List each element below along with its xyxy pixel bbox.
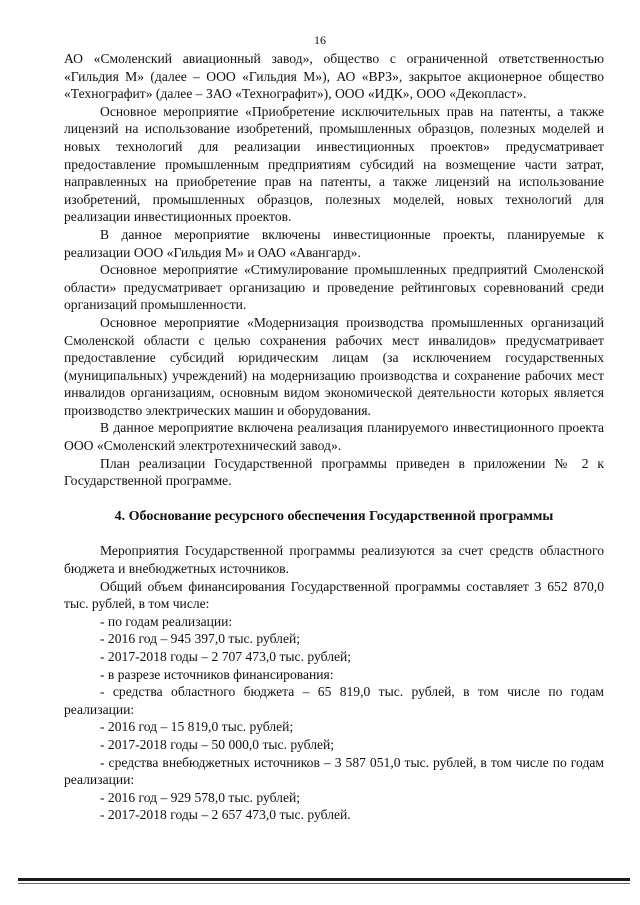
paragraph-continuation: АО «Смоленский авиационный завод», общество с ограниченной ответственностью «Гильдия М» (далее – ООО «Гильдия М»), АО «ВРЗ», закрытое акционерное общество «Технографит» (далее – ЗАО «Технографит»), ООО «ИДК», ООО «Декопласт».: [64, 51, 604, 102]
list-item: - 2016 год – 15 819,0 тыс. рублей;: [100, 719, 294, 735]
paragraph: Основное мероприятие «Приобретение исключительных прав на патенты, а также лицензий на использование изобретений, промышленных образцов, полезных моделей и новых технологий для реализации инвестиционных проектов» предусматривает предоставление промышленным предприятиям субсидий на возмещение части затрат, направленных на приобретение прав на патенты, а также лицензий на использование изобретений, промышленных образцов, полезных моделей, новых технологий для реализации инвестиционных проектов.: [64, 103, 604, 225]
paragraph: Общий объем финансирования Государственной программы составляет 3 652 870,0 тыс. рублей, в том числе:: [64, 578, 604, 612]
list-item: - 2017-2018 годы – 2 657 473,0 тыс. рублей.: [100, 807, 351, 823]
paragraph: План реализации Государственной программы приведен в приложении № 2 к Государственной программе.: [64, 455, 604, 489]
list-item: - по годам реализации:: [100, 613, 233, 629]
list-item: - 2017-2018 годы – 50 000,0 тыс. рублей;: [100, 736, 335, 752]
page-bottom-rule-thin: [18, 883, 630, 884]
paragraph: В данное мероприятие включены инвестиционные проекты, планируемые к реализации ООО «Гильдия М» и ОАО «Авангард».: [64, 226, 604, 260]
list-item: - средства областного бюджета – 65 819,0 тыс. рублей, в том числе по годам реализации:: [64, 684, 604, 717]
list-item: - 2017-2018 годы – 2 707 473,0 тыс. рублей;: [100, 649, 352, 664]
page-bottom-rule: [18, 878, 630, 881]
document-body: [64, 50, 604, 824]
list-item: - 2016 год – 945 397,0 тыс. рублей;: [100, 631, 301, 647]
list-item: - 2016 год – 929 578,0 тыс. рублей;: [100, 789, 301, 805]
list-item: - средства внебюджетных источников – 3 587 051,0 тыс. рублей, в том числе по годам реализации:: [64, 754, 604, 788]
paragraph: Основное мероприятие «Стимулирование промышленных предприятий Смоленской области» предусматривает организацию и проведение рейтинговых соревнований среди организаций промышленности.: [64, 262, 604, 313]
list-item: - в разрезе источников финансирования:: [100, 666, 334, 682]
section-heading: 4. Обоснование ресурсного обеспечения Государственной программы: [114, 508, 554, 524]
paragraph: Основное мероприятие «Модернизация производства промышленных организаций Смоленской области с целью сохранения рабочих мест инвалидов» предусматривает предоставление субсидий юридическим лицам (за исключением государственных (муниципальных) учреждений) на модернизацию производства и сохранение рабочих мест инвалидов организациям, основным видом экономической деятельности которых является производство электрических машин и оборудования.: [64, 314, 604, 418]
page-number: 16: [314, 33, 326, 47]
paragraph: В данное мероприятие включена реализация планируемого инвестиционного проекта ООО «Смоленский электротехнический завод».: [64, 420, 604, 454]
paragraph: Мероприятия Государственной программы реализуются за счет средств областного бюджета и внебюджетных источников.: [64, 543, 604, 577]
